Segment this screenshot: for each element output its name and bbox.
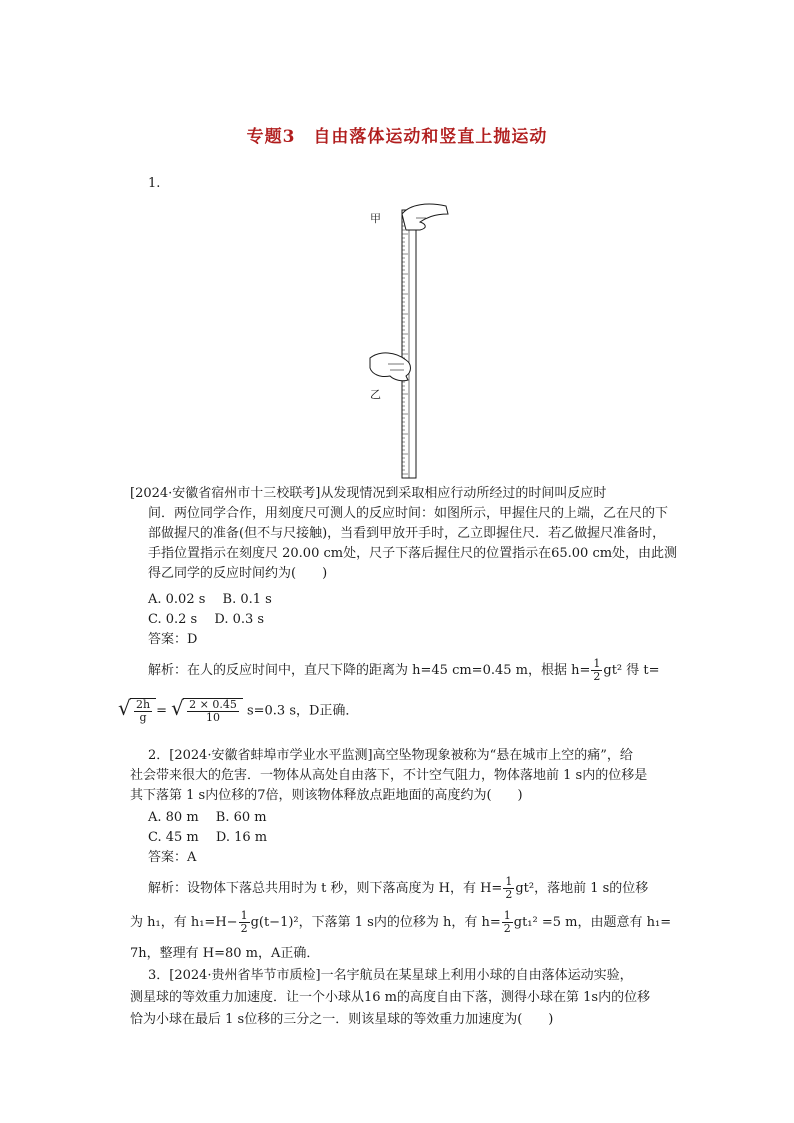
q3-line-3: 恰为小球在最后 1 s位移的三分之一．则该星球的等效重力加速度为( ) <box>130 1012 554 1027</box>
page-title: 专题3 自由落体运动和竖直上抛运动 <box>246 127 548 147</box>
q2-options-cd: C. 45 m D. 16 m <box>148 830 268 845</box>
q2-options-ab: A. 80 m B. 60 m <box>148 810 267 825</box>
q2-line-1: 2．[2024·安徽省蚌埠市学业水平监测]高空坠物现象被称为“悬在城市上空的痛”，给 <box>148 748 633 763</box>
q3-line-1: 3．[2024·贵州省毕节市质检]一名宇航员在某星球上利用小球的自由落体运动实验， <box>148 968 633 983</box>
q2-analysis-line-3: 7h，整理有 H=80 m，A正确． <box>130 946 320 961</box>
q2-line-2: 社会带来很大的危害．一物体从高处自由落下，不计空气阻力，物体落地前 1 s内的位移是 <box>130 768 648 783</box>
label-jia: 甲 <box>370 212 381 225</box>
q1-analysis-line-2: √ $\frac{2h}{g}$ = √ $\frac{2 \times 0.45}{10}$ s=0.3 s，D正确． <box>118 696 359 724</box>
q1-line-1: [2024·安徽省宿州市十三校联考]从发现情况到采取相应行动所经过的时间叫反应时 <box>130 486 607 501</box>
question-1-number: 1. <box>148 176 161 191</box>
sqrt-2h-over-g: √ $\frac{2h}{g}$ <box>118 698 156 724</box>
q2-answer: 答案：A <box>148 850 197 865</box>
q1-line-4: 手指位置指示在刻度尺 20.00 cm处，尺子下落后握住尺的位置指示在65.00 cm处，由此测 <box>148 546 678 561</box>
q1-answer: 答案：D <box>148 632 198 647</box>
q3-line-2: 测星球的等效重力加速度．让一个小球从16 m的高度自由下落，测得小球在第 1s内的位移 <box>130 990 651 1005</box>
q2-analysis-line-2: 为 h₁，有 h₁=H− $\frac{1}{2}$ g(t−1)²，下落第 1 s内的位移为 h，有 h= $\frac{1}{2}$ gt₁² =5 m，由题意有 h₁= <box>130 909 672 935</box>
q1-line-2: 间．两位同学合作，用刻度尺可测人的反应时间：如图所示，甲握住尺的上端，乙在尺的下 <box>148 506 669 521</box>
q1-line-5: 得乙同学的反应时间约为( ) <box>148 566 328 581</box>
sqrt-numeric: √ $\frac{2 \times 0.45}{10}$ <box>171 698 243 724</box>
ruler-figure <box>366 200 456 480</box>
q2-line-3: 其下落第 1 s内位移的7倍，则该物体释放点距地面的高度约为( ) <box>130 788 523 803</box>
fraction-half: $\frac{1}{2}$ <box>593 657 601 683</box>
q1-line-3: 部做握尺的准备(但不与尺接触)，当看到甲放开手时，乙立即握住尺．若乙做握尺准备时， <box>148 526 666 541</box>
top-hand-icon <box>402 204 448 230</box>
q1-analysis-line-1: 解析：在人的反应时间中，直尺下降的距离为 h=45 cm=0.45 m，根据 h= $\frac{1}{2}$ gt² 得 t= <box>148 657 660 683</box>
q1-options-ab: A. 0.02 s B. 0.1 s <box>148 592 272 607</box>
label-yi: 乙 <box>370 388 381 401</box>
q2-analysis-line-1: 解析：设物体下落总共用时为 t 秒，则下落高度为 H，有 H= $\frac{1}{2}$ gt²，落地前 1 s的位移 <box>148 875 649 901</box>
q1-options-cd: C. 0.2 s D. 0.3 s <box>148 612 265 627</box>
